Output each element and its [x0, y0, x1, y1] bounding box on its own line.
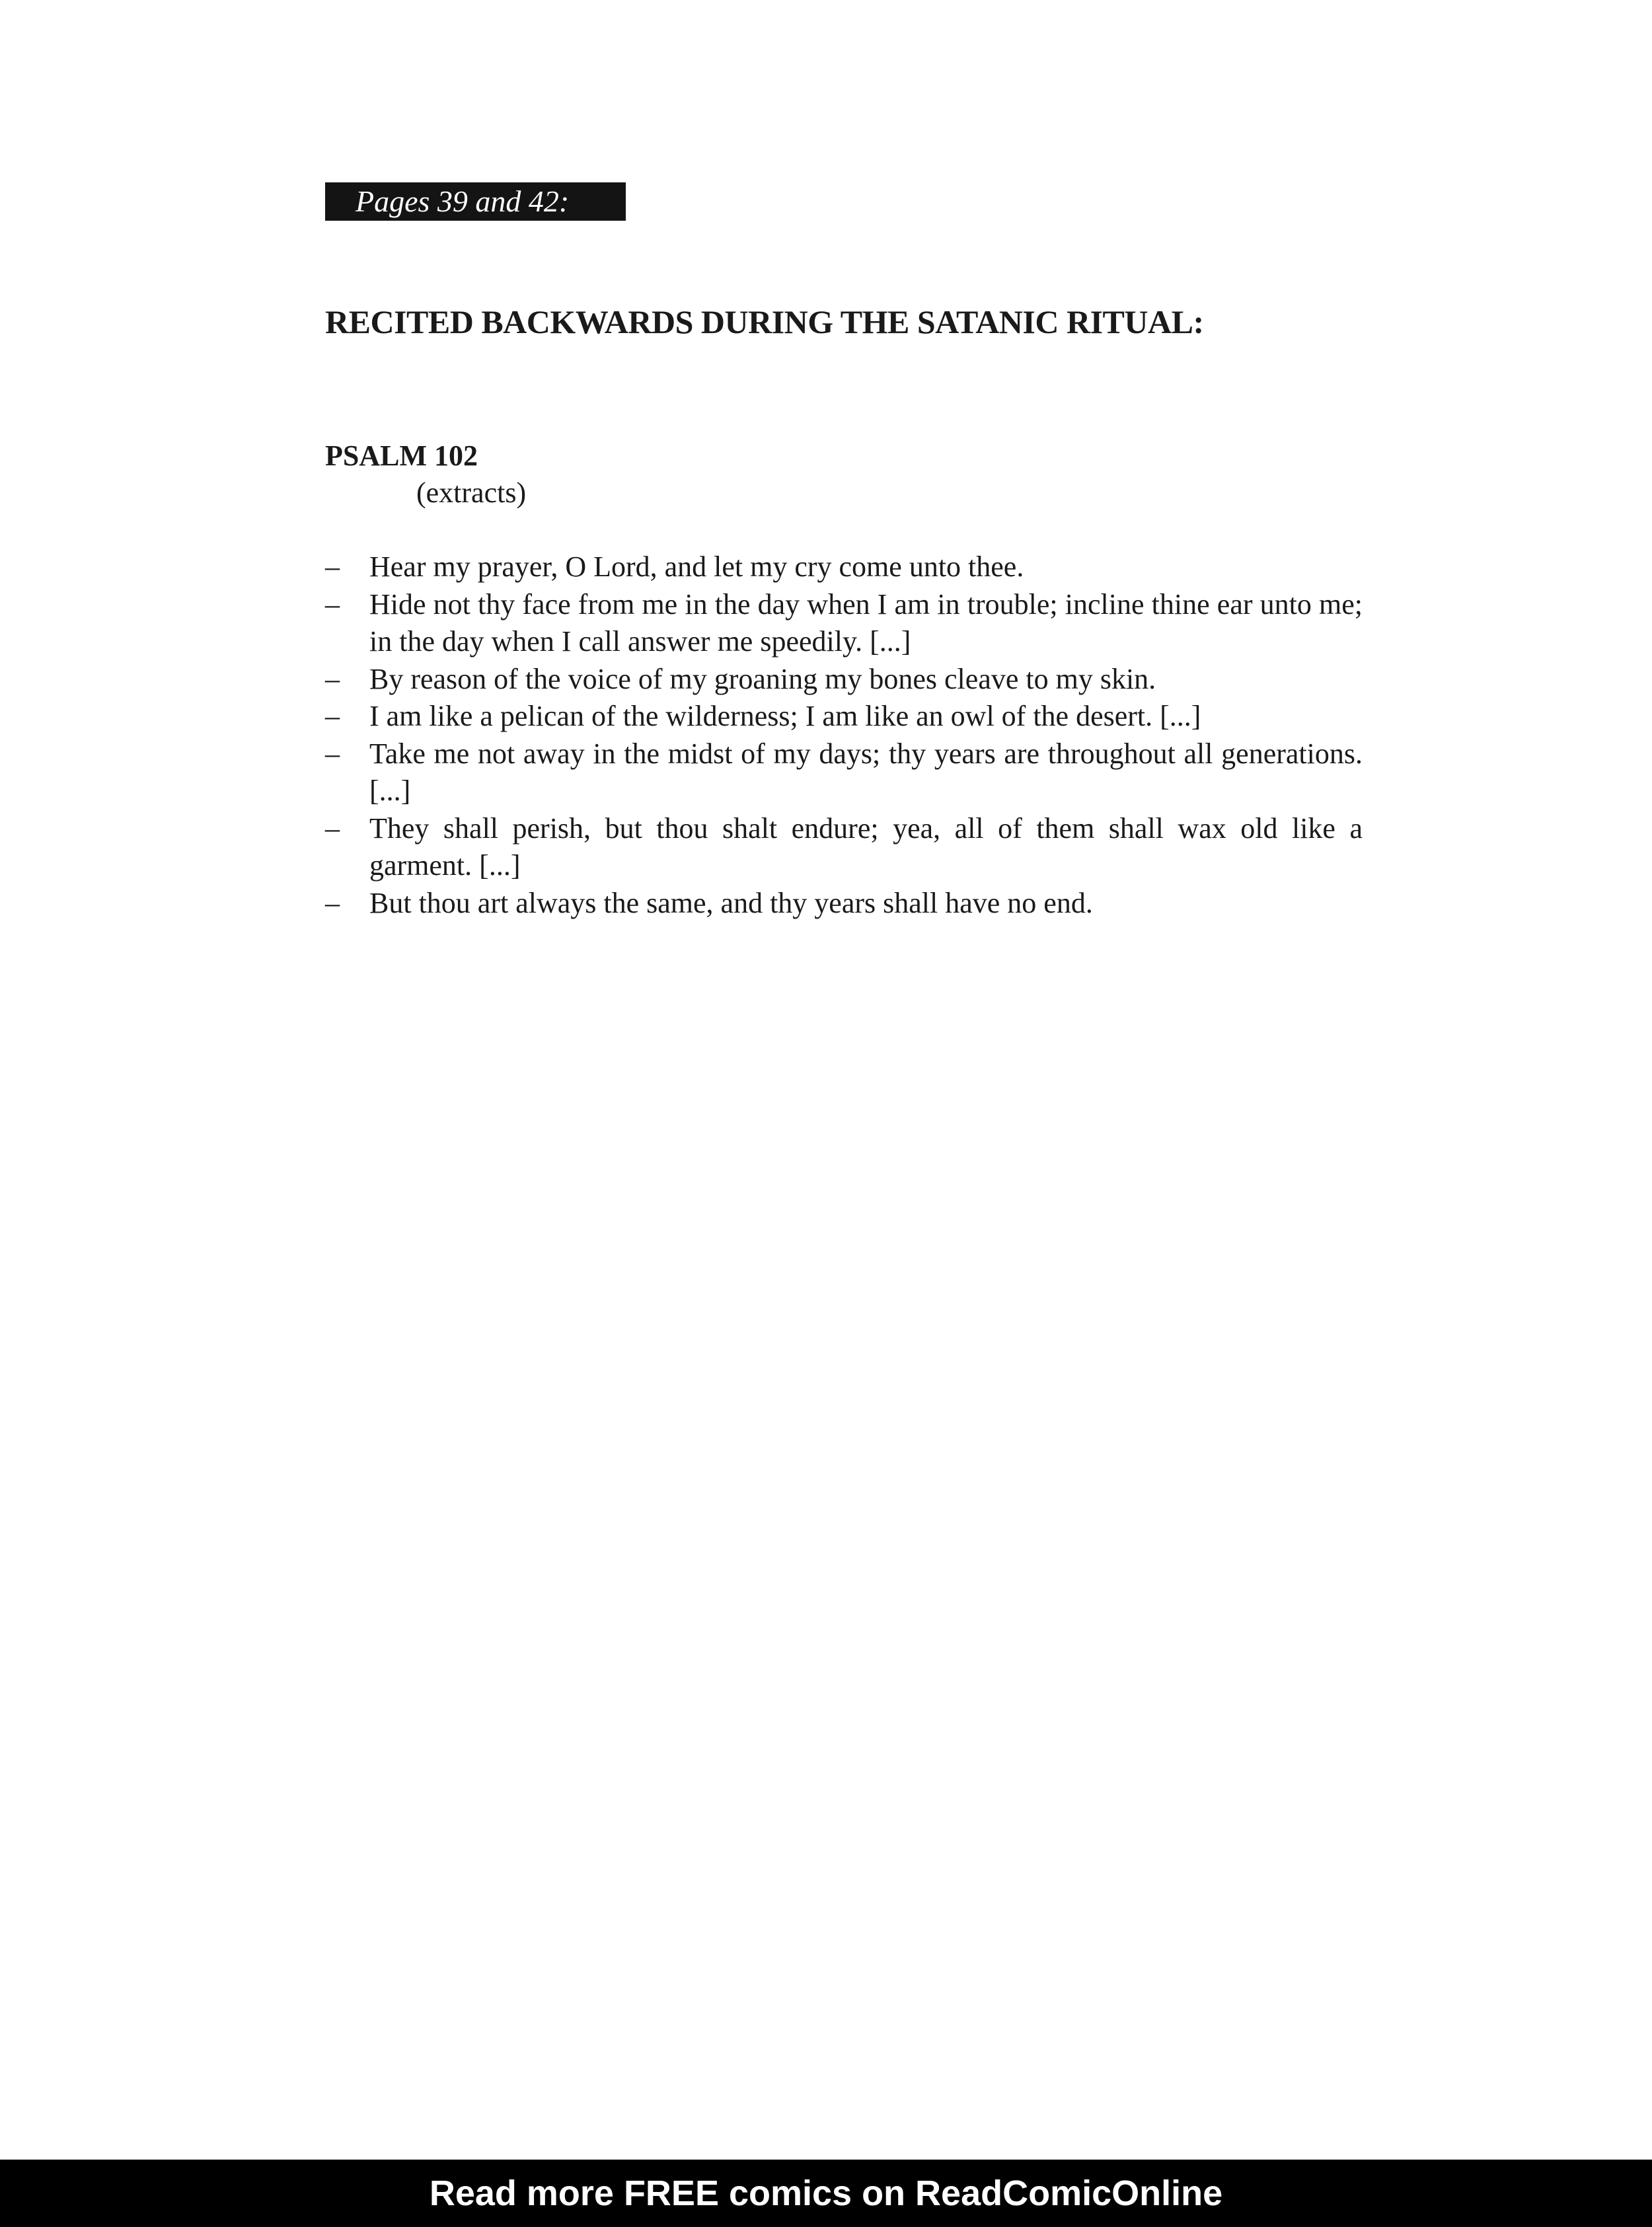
verse-text: But thou art always the same, and thy years shall have no end.	[369, 886, 1093, 919]
verse-item	[325, 736, 1363, 810]
verse-dash: –	[325, 700, 340, 732]
verse-item	[325, 548, 1363, 586]
verse-dash: –	[325, 886, 340, 919]
verse-dash: –	[325, 737, 340, 770]
promo-banner[interactable]	[0, 2160, 1652, 2227]
verse-text: Take me not away in the midst of my days; thy years are throughout all generations. [...]	[369, 737, 1363, 807]
promo-banner-text[interactable]: Read more FREE comics on ReadComicOnline	[429, 2173, 1223, 2213]
verse-dash: –	[325, 550, 340, 583]
verse-text: I am like a pelican of the wilderness; I am like an owl of the desert. [...]	[369, 700, 1201, 732]
verse-dash: –	[325, 587, 340, 621]
verse-item	[325, 885, 1363, 923]
verse-text: Hide not thy face from me in the day when I am in trouble; incline thine ear unto me; in the day when I call answer me speedily. [...]	[369, 587, 1363, 658]
psalm-title: PSALM 102	[325, 439, 478, 472]
psalm-subtitle: (extracts)	[416, 476, 527, 509]
verse-item	[325, 698, 1363, 736]
section-heading: RECITED BACKWARDS DURING THE SATANIC RITUAL:	[325, 303, 1204, 340]
verse-item	[325, 810, 1363, 885]
verse-list	[325, 548, 1363, 922]
verse-text: They shall perish, but thou shalt endure; yea, all of them shall wax old like a garment. [...]	[369, 812, 1363, 882]
verse-dash: –	[325, 662, 340, 695]
verse-item	[325, 586, 1363, 661]
verse-text: Hear my prayer, O Lord, and let my cry come unto thee.	[369, 550, 1024, 583]
page-reference-text: Pages 39 and 42:	[356, 184, 570, 218]
page-reference-label	[325, 182, 626, 221]
verse-dash: –	[325, 812, 340, 845]
verse-text: By reason of the voice of my groaning my bones cleave to my skin.	[369, 662, 1156, 695]
verse-item	[325, 661, 1363, 698]
